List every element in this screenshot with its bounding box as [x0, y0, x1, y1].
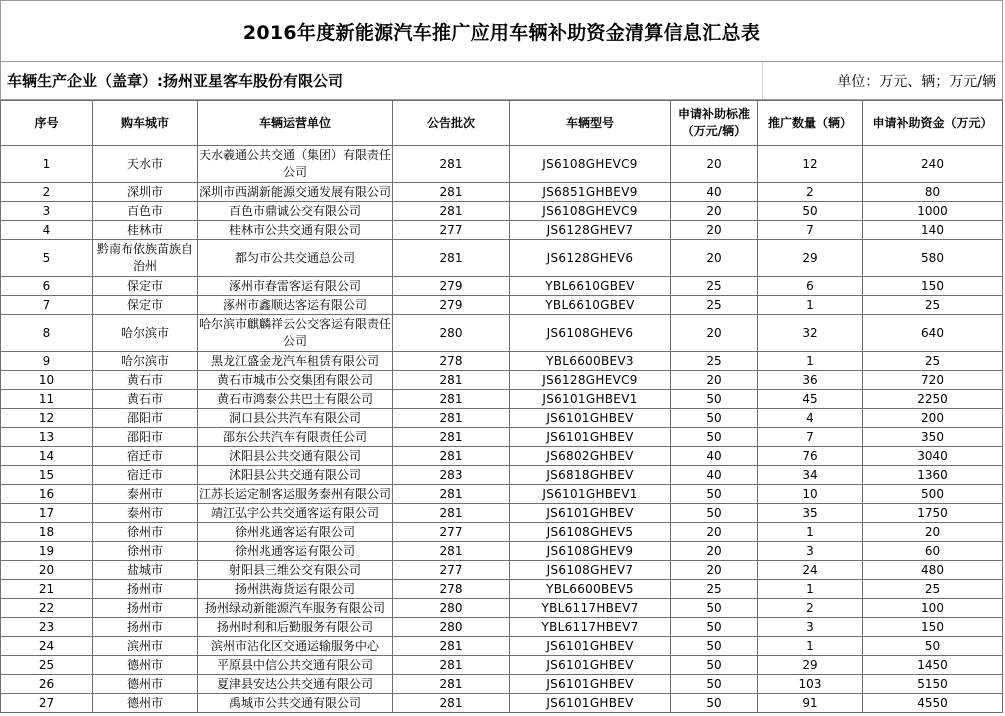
- cell-city[interactable]: 盐城市: [93, 561, 198, 580]
- cell-operator[interactable]: 徐州兆通客运有限公司: [198, 542, 393, 561]
- cell-standard[interactable]: 50: [671, 694, 758, 713]
- cell-operator[interactable]: 深圳市西湖新能源交通发展有限公司: [198, 183, 393, 202]
- cell-batch[interactable]: 281: [393, 409, 510, 428]
- cell-operator[interactable]: 扬州绿动新能源汽车服务有限公司: [198, 599, 393, 618]
- cell-quantity[interactable]: 10: [758, 485, 863, 504]
- cell-model[interactable]: JS6101GHBEV: [510, 656, 671, 675]
- cell-seq[interactable]: 11: [1, 390, 93, 409]
- cell-operator[interactable]: 哈尔滨市麒麟祥云公交客运有限责任公司: [198, 315, 393, 352]
- cell-batch[interactable]: 281: [393, 447, 510, 466]
- table-row: [1, 618, 1003, 637]
- cell-standard[interactable]: 50: [671, 618, 758, 637]
- cell-funds[interactable]: 1360: [863, 466, 1003, 485]
- cell-quantity[interactable]: 24: [758, 561, 863, 580]
- subsidy-table: [0, 100, 1003, 713]
- cell-quantity[interactable]: 1: [758, 523, 863, 542]
- cell-operator[interactable]: 沭阳县公共交通有限公司: [198, 466, 393, 485]
- cell-funds[interactable]: 80: [863, 183, 1003, 202]
- cell-standard[interactable]: 20: [671, 202, 758, 221]
- cell-city[interactable]: 黄石市: [93, 371, 198, 390]
- cell-seq[interactable]: 24: [1, 637, 93, 656]
- cell-seq[interactable]: 21: [1, 580, 93, 599]
- cell-standard[interactable]: 20: [671, 315, 758, 352]
- cell-model[interactable]: YBL6117HBEV7: [510, 618, 671, 637]
- header-operator[interactable]: 车辆运营单位: [198, 101, 393, 146]
- cell-batch[interactable]: 277: [393, 523, 510, 542]
- cell-batch[interactable]: 277: [393, 561, 510, 580]
- cell-operator[interactable]: 夏津县安达公共交通有限公司: [198, 675, 393, 694]
- header-city[interactable]: 购车城市: [93, 101, 198, 146]
- cell-model[interactable]: YBL6117HBEV7: [510, 599, 671, 618]
- table-row: [1, 296, 1003, 315]
- cell-batch[interactable]: 281: [393, 542, 510, 561]
- cell-operator[interactable]: 禹城市公共交通有限公司: [198, 694, 393, 713]
- table-row: [1, 447, 1003, 466]
- header-seq[interactable]: 序号: [1, 101, 93, 146]
- cell-model[interactable]: JS6108GHEVC9: [510, 202, 671, 221]
- cell-funds[interactable]: 1750: [863, 504, 1003, 523]
- cell-funds[interactable]: 25: [863, 580, 1003, 599]
- cell-city[interactable]: 黔南布依族苗族自治州: [93, 240, 198, 277]
- cell-batch[interactable]: 278: [393, 352, 510, 371]
- cell-operator[interactable]: 洞口县公共汽车有限公司: [198, 409, 393, 428]
- header-row: [1, 101, 1003, 146]
- cell-city[interactable]: 百色市: [93, 202, 198, 221]
- cell-model[interactable]: JS6101GHBEV: [510, 409, 671, 428]
- table-row: [1, 202, 1003, 221]
- cell-model[interactable]: JS6101GHBEV: [510, 504, 671, 523]
- cell-funds[interactable]: 350: [863, 428, 1003, 447]
- cell-standard[interactable]: 20: [671, 221, 758, 240]
- cell-quantity[interactable]: 36: [758, 371, 863, 390]
- cell-model[interactable]: JS6128GHEVC9: [510, 371, 671, 390]
- table-row: [1, 637, 1003, 656]
- table-row: [1, 523, 1003, 542]
- cell-quantity[interactable]: 1: [758, 580, 863, 599]
- cell-batch[interactable]: 281: [393, 428, 510, 447]
- cell-quantity[interactable]: 45: [758, 390, 863, 409]
- cell-seq[interactable]: 23: [1, 618, 93, 637]
- cell-quantity[interactable]: 7: [758, 428, 863, 447]
- cell-operator[interactable]: 射阳县三维公交有限公司: [198, 561, 393, 580]
- cell-city[interactable]: 哈尔滨市: [93, 315, 198, 352]
- cell-standard[interactable]: 50: [671, 656, 758, 675]
- cell-batch[interactable]: 280: [393, 599, 510, 618]
- cell-batch[interactable]: 283: [393, 466, 510, 485]
- title-cell[interactable]: [0, 0, 1003, 62]
- table-row: [1, 675, 1003, 694]
- cell-seq[interactable]: 14: [1, 447, 93, 466]
- cell-funds[interactable]: 60: [863, 542, 1003, 561]
- cell-batch[interactable]: 279: [393, 277, 510, 296]
- cell-model[interactable]: YBL6600BEV3: [510, 352, 671, 371]
- info-row: [0, 62, 1003, 100]
- cell-funds[interactable]: 500: [863, 485, 1003, 504]
- cell-quantity[interactable]: 1: [758, 296, 863, 315]
- cell-standard[interactable]: 20: [671, 146, 758, 183]
- cell-operator[interactable]: 黄石市城市公交集团有限公司: [198, 371, 393, 390]
- cell-city[interactable]: 保定市: [93, 277, 198, 296]
- table-row: [1, 561, 1003, 580]
- cell-city[interactable]: 泰州市: [93, 485, 198, 504]
- cell-standard[interactable]: 50: [671, 637, 758, 656]
- cell-batch[interactable]: 281: [393, 485, 510, 504]
- header-standard[interactable]: 申请补助标准（万元/辆）: [671, 101, 758, 146]
- cell-seq[interactable]: 13: [1, 428, 93, 447]
- cell-funds[interactable]: 1000: [863, 202, 1003, 221]
- cell-model[interactable]: JS6101GHBEV: [510, 694, 671, 713]
- cell-standard[interactable]: 25: [671, 277, 758, 296]
- cell-standard[interactable]: 40: [671, 447, 758, 466]
- cell-city[interactable]: 德州市: [93, 694, 198, 713]
- cell-model[interactable]: JS6108GHEVC9: [510, 146, 671, 183]
- cell-funds[interactable]: 150: [863, 277, 1003, 296]
- table-row: [1, 504, 1003, 523]
- header-model[interactable]: 车辆型号: [510, 101, 671, 146]
- cell-standard[interactable]: 20: [671, 240, 758, 277]
- cell-standard[interactable]: 25: [671, 296, 758, 315]
- cell-seq[interactable]: 9: [1, 352, 93, 371]
- cell-model[interactable]: JS6851GHBEV9: [510, 183, 671, 202]
- cell-quantity[interactable]: 1: [758, 352, 863, 371]
- cell-quantity[interactable]: 103: [758, 675, 863, 694]
- cell-funds[interactable]: 3040: [863, 447, 1003, 466]
- cell-standard[interactable]: 25: [671, 580, 758, 599]
- cell-quantity[interactable]: 3: [758, 618, 863, 637]
- cell-standard[interactable]: 40: [671, 183, 758, 202]
- table-row: [1, 315, 1003, 352]
- cell-model[interactable]: JS6128GHEV7: [510, 221, 671, 240]
- cell-funds[interactable]: 20: [863, 523, 1003, 542]
- cell-batch[interactable]: 279: [393, 296, 510, 315]
- cell-seq[interactable]: 22: [1, 599, 93, 618]
- cell-model[interactable]: JS6818GHBEV: [510, 466, 671, 485]
- cell-operator[interactable]: 百色市鼎诚公交有限公司: [198, 202, 393, 221]
- cell-operator[interactable]: 邵东公共汽车有限责任公司: [198, 428, 393, 447]
- cell-quantity[interactable]: 76: [758, 447, 863, 466]
- table-row: [1, 580, 1003, 599]
- page-title: 2016年度新能源汽车推广应用车辆补助资金清算信息汇总表: [242, 21, 761, 44]
- cell-operator[interactable]: 黑龙江盛金龙汽车租赁有限公司: [198, 352, 393, 371]
- cell-operator[interactable]: 扬州时利和后勤服务有限公司: [198, 618, 393, 637]
- table-row: [1, 485, 1003, 504]
- cell-standard[interactable]: 20: [671, 371, 758, 390]
- cell-funds[interactable]: 580: [863, 240, 1003, 277]
- cell-operator[interactable]: 涿州市春雷客运有限公司: [198, 277, 393, 296]
- cell-standard[interactable]: 20: [671, 523, 758, 542]
- cell-seq[interactable]: 4: [1, 221, 93, 240]
- cell-operator[interactable]: 天水羲通公共交通（集团）有限责任公司: [198, 146, 393, 183]
- cell-batch[interactable]: 281: [393, 183, 510, 202]
- cell-operator[interactable]: 滨州市沾化区交通运输服务中心: [198, 637, 393, 656]
- header-batch[interactable]: 公告批次: [393, 101, 510, 146]
- cell-funds[interactable]: 4550: [863, 694, 1003, 713]
- cell-quantity[interactable]: 50: [758, 202, 863, 221]
- cell-batch[interactable]: 281: [393, 694, 510, 713]
- cell-funds[interactable]: 100: [863, 599, 1003, 618]
- cell-quantity[interactable]: 2: [758, 183, 863, 202]
- cell-standard[interactable]: 50: [671, 390, 758, 409]
- cell-batch[interactable]: 281: [393, 146, 510, 183]
- cell-batch[interactable]: 281: [393, 675, 510, 694]
- cell-funds[interactable]: 150: [863, 618, 1003, 637]
- cell-seq[interactable]: 7: [1, 296, 93, 315]
- cell-quantity[interactable]: 91: [758, 694, 863, 713]
- table-row: [1, 352, 1003, 371]
- cell-standard[interactable]: 50: [671, 485, 758, 504]
- cell-quantity[interactable]: 34: [758, 466, 863, 485]
- cell-city[interactable]: 德州市: [93, 656, 198, 675]
- table-row: [1, 183, 1003, 202]
- cell-model[interactable]: JS6108GHEV5: [510, 523, 671, 542]
- cell-quantity[interactable]: 32: [758, 315, 863, 352]
- cell-city[interactable]: 滨州市: [93, 637, 198, 656]
- cell-seq[interactable]: 17: [1, 504, 93, 523]
- cell-standard[interactable]: 50: [671, 428, 758, 447]
- cell-model[interactable]: JS6101GHBEV: [510, 675, 671, 694]
- cell-batch[interactable]: 280: [393, 618, 510, 637]
- cell-city[interactable]: 泰州市: [93, 504, 198, 523]
- cell-quantity[interactable]: 4: [758, 409, 863, 428]
- table-body: [1, 146, 1003, 713]
- table-row: [1, 656, 1003, 675]
- table-row: [1, 371, 1003, 390]
- cell-funds[interactable]: 640: [863, 315, 1003, 352]
- cell-operator[interactable]: 沭阳县公共交通有限公司: [198, 447, 393, 466]
- cell-funds[interactable]: 240: [863, 146, 1003, 183]
- cell-operator[interactable]: 扬州洪海货运有限公司: [198, 580, 393, 599]
- cell-batch[interactable]: 280: [393, 315, 510, 352]
- table-row: [1, 221, 1003, 240]
- cell-standard[interactable]: 20: [671, 561, 758, 580]
- cell-quantity[interactable]: 29: [758, 240, 863, 277]
- cell-operator[interactable]: 涿州市鑫顺达客运有限公司: [198, 296, 393, 315]
- cell-city[interactable]: 徐州市: [93, 523, 198, 542]
- cell-operator[interactable]: 桂林市公共交通有限公司: [198, 221, 393, 240]
- cell-operator[interactable]: 徐州兆通客运有限公司: [198, 523, 393, 542]
- cell-funds[interactable]: 5150: [863, 675, 1003, 694]
- cell-batch[interactable]: 278: [393, 580, 510, 599]
- cell-quantity[interactable]: 2: [758, 599, 863, 618]
- cell-seq[interactable]: 3: [1, 202, 93, 221]
- cell-city[interactable]: 扬州市: [93, 618, 198, 637]
- cell-seq[interactable]: 27: [1, 694, 93, 713]
- cell-quantity[interactable]: 7: [758, 221, 863, 240]
- cell-funds[interactable]: 2250: [863, 390, 1003, 409]
- cell-city[interactable]: 哈尔滨市: [93, 352, 198, 371]
- cell-seq[interactable]: 5: [1, 240, 93, 277]
- cell-seq[interactable]: 15: [1, 466, 93, 485]
- cell-batch[interactable]: 281: [393, 504, 510, 523]
- cell-standard[interactable]: 25: [671, 352, 758, 371]
- cell-seq[interactable]: 25: [1, 656, 93, 675]
- cell-seq[interactable]: 2: [1, 183, 93, 202]
- cell-model[interactable]: YBL6600BEV5: [510, 580, 671, 599]
- cell-seq[interactable]: 1: [1, 146, 93, 183]
- cell-batch[interactable]: 281: [393, 371, 510, 390]
- cell-seq[interactable]: 16: [1, 485, 93, 504]
- cell-batch[interactable]: 281: [393, 637, 510, 656]
- header-funds[interactable]: 申请补助资金（万元）: [863, 101, 1003, 146]
- unit-cell[interactable]: 单位：万元、辆；万元/辆: [762, 62, 1002, 99]
- cell-seq[interactable]: 26: [1, 675, 93, 694]
- cell-city[interactable]: 宿迁市: [93, 466, 198, 485]
- cell-batch[interactable]: 281: [393, 202, 510, 221]
- cell-city[interactable]: 宿迁市: [93, 447, 198, 466]
- cell-funds[interactable]: 25: [863, 352, 1003, 371]
- cell-quantity[interactable]: 12: [758, 146, 863, 183]
- table-row: [1, 466, 1003, 485]
- cell-batch[interactable]: 281: [393, 390, 510, 409]
- cell-city[interactable]: 保定市: [93, 296, 198, 315]
- cell-seq[interactable]: 8: [1, 315, 93, 352]
- cell-seq[interactable]: 19: [1, 542, 93, 561]
- cell-seq[interactable]: 10: [1, 371, 93, 390]
- cell-model[interactable]: JS6108GHEV9: [510, 542, 671, 561]
- cell-city[interactable]: 扬州市: [93, 599, 198, 618]
- cell-seq[interactable]: 20: [1, 561, 93, 580]
- table-row: [1, 390, 1003, 409]
- cell-standard[interactable]: 50: [671, 599, 758, 618]
- cell-standard[interactable]: 40: [671, 466, 758, 485]
- cell-quantity[interactable]: 29: [758, 656, 863, 675]
- cell-city[interactable]: 桂林市: [93, 221, 198, 240]
- table-row: [1, 542, 1003, 561]
- cell-batch[interactable]: 277: [393, 221, 510, 240]
- cell-standard[interactable]: 50: [671, 409, 758, 428]
- cell-model[interactable]: JS6101GHBEV1: [510, 390, 671, 409]
- cell-batch[interactable]: 281: [393, 240, 510, 277]
- cell-standard[interactable]: 50: [671, 504, 758, 523]
- cell-funds[interactable]: 140: [863, 221, 1003, 240]
- cell-model[interactable]: YBL6610GBEV: [510, 296, 671, 315]
- header-quantity[interactable]: 推广数量（辆）: [758, 101, 863, 146]
- table-row: [1, 694, 1003, 713]
- cell-city[interactable]: 深圳市: [93, 183, 198, 202]
- cell-operator[interactable]: 平原县中信公共交通有限公司: [198, 656, 393, 675]
- cell-standard[interactable]: 50: [671, 675, 758, 694]
- cell-model[interactable]: JS6108GHEV7: [510, 561, 671, 580]
- cell-funds[interactable]: 1450: [863, 656, 1003, 675]
- cell-quantity[interactable]: 6: [758, 277, 863, 296]
- cell-standard[interactable]: 20: [671, 542, 758, 561]
- table-row: [1, 146, 1003, 183]
- cell-model[interactable]: JS6128GHEV6: [510, 240, 671, 277]
- cell-city[interactable]: 邵阳市: [93, 428, 198, 447]
- cell-city[interactable]: 邵阳市: [93, 409, 198, 428]
- cell-city[interactable]: 黄石市: [93, 390, 198, 409]
- table-row: [1, 599, 1003, 618]
- cell-quantity[interactable]: 35: [758, 504, 863, 523]
- cell-funds[interactable]: 25: [863, 296, 1003, 315]
- table-row: [1, 409, 1003, 428]
- cell-model[interactable]: YBL6610GBEV: [510, 277, 671, 296]
- cell-operator[interactable]: 靖江弘宇公共交通客运有限公司: [198, 504, 393, 523]
- cell-batch[interactable]: 281: [393, 656, 510, 675]
- cell-seq[interactable]: 12: [1, 409, 93, 428]
- cell-city[interactable]: 天水市: [93, 146, 198, 183]
- company-cell[interactable]: 车辆生产企业（盖章）:扬州亚星客车股份有限公司: [7, 72, 344, 90]
- cell-operator[interactable]: 都匀市公共交通总公司: [198, 240, 393, 277]
- cell-seq[interactable]: 18: [1, 523, 93, 542]
- cell-model[interactable]: JS6101GHBEV1: [510, 485, 671, 504]
- table-row: [1, 277, 1003, 296]
- cell-funds[interactable]: 480: [863, 561, 1003, 580]
- table-row: [1, 240, 1003, 277]
- cell-model[interactable]: JS6108GHEV6: [510, 315, 671, 352]
- cell-quantity[interactable]: 3: [758, 542, 863, 561]
- cell-funds[interactable]: 720: [863, 371, 1003, 390]
- table-row: [1, 428, 1003, 447]
- cell-operator[interactable]: 江苏长运定制客运服务泰州有限公司: [198, 485, 393, 504]
- cell-model[interactable]: JS6101GHBEV: [510, 428, 671, 447]
- cell-model[interactable]: JS6101GHBEV: [510, 637, 671, 656]
- cell-quantity[interactable]: 1: [758, 637, 863, 656]
- cell-city[interactable]: 扬州市: [93, 580, 198, 599]
- cell-city[interactable]: 德州市: [93, 675, 198, 694]
- cell-funds[interactable]: 200: [863, 409, 1003, 428]
- cell-seq[interactable]: 6: [1, 277, 93, 296]
- cell-operator[interactable]: 黄石市鸿泰公共巴士有限公司: [198, 390, 393, 409]
- cell-model[interactable]: JS6802GHBEV: [510, 447, 671, 466]
- cell-funds[interactable]: 50: [863, 637, 1003, 656]
- cell-city[interactable]: 徐州市: [93, 542, 198, 561]
